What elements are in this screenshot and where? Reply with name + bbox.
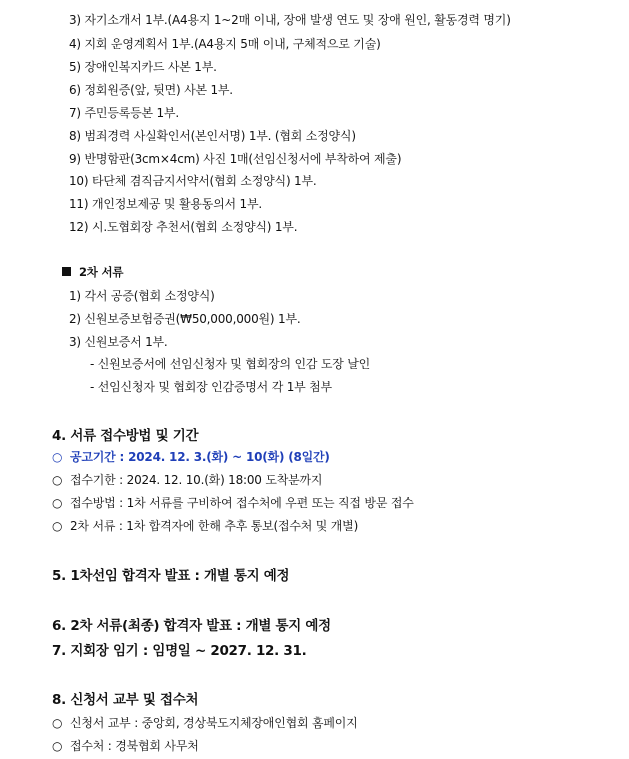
- circle-bullet-icon: ○: [52, 450, 63, 464]
- doc-item-9: 9) 반명함판(3cm×4cm) 사진 1매(선임신청서에 부착하여 제출): [69, 152, 402, 166]
- circle-bullet-icon: ○: [52, 739, 63, 753]
- reception-office: ○ 접수처 : 경북협회 사무처: [52, 739, 199, 753]
- section-4-title: 4. 서류 접수방법 및 기간: [52, 428, 199, 444]
- doc-item-10: 10) 타단체 겸직금지서약서(협회 소정양식) 1부.: [69, 174, 317, 188]
- doc-item-3: 3) 자기소개서 1부.(A4용지 1~2매 이내, 장애 발생 연도 및 장애 원인, 활동경력 명기): [69, 13, 511, 27]
- application-distribution: ○ 신청서 교부 : 중앙회, 경상북도지체장애인협회 홈페이지: [52, 716, 358, 730]
- circle-bullet-icon: ○: [52, 496, 63, 510]
- second-doc-note-2: - 선임신청자 및 협회장 인감증명서 각 1부 첨부: [90, 380, 332, 394]
- notice-period: ○ 공고기간 : 2024. 12. 3.(화) ~ 10(화) (8일간): [52, 450, 330, 464]
- doc-item-12: 12) 시.도협회장 추천서(협회 소정양식) 1부.: [69, 220, 298, 234]
- circle-bullet-icon: ○: [52, 519, 63, 533]
- doc-item-8: 8) 범죄경력 사실확인서(본인서명) 1부. (협회 소정양식): [69, 129, 356, 143]
- circle-bullet-icon: ○: [52, 473, 63, 487]
- section-5-title: 5. 1차선임 합격자 발표 : 개별 통지 예정: [52, 568, 290, 584]
- second-doc-item-1: 1) 각서 공증(협회 소정양식): [69, 289, 215, 303]
- section-7-title: 7. 지회장 임기 : 임명일 ~ 2027. 12. 31.: [52, 643, 307, 659]
- second-docs-notice: ○ 2차 서류 : 1차 합격자에 한해 추후 통보(접수처 및 개별): [52, 519, 359, 533]
- second-doc-item-2: 2) 신원보증보험증권(₩50,000,000원) 1부.: [69, 312, 301, 326]
- section-6-title: 6. 2차 서류(최종) 합격자 발표 : 개별 통지 예정: [52, 618, 331, 634]
- second-doc-note-1: - 신원보증서에 선임신청자 및 협회장의 인감 도장 날인: [90, 357, 371, 371]
- circle-bullet-icon: ○: [52, 716, 63, 730]
- doc-item-11: 11) 개인정보제공 및 활용동의서 1부.: [69, 197, 262, 211]
- doc-item-7: 7) 주민등록등본 1부.: [69, 106, 179, 120]
- deadline: ○ 접수기한 : 2024. 12. 10.(화) 18:00 도착분까지: [52, 473, 323, 487]
- doc-item-6: 6) 정회원증(앞, 뒷면) 사본 1부.: [69, 83, 233, 97]
- second-docs-heading: 2차 서류: [62, 264, 123, 280]
- second-doc-item-3: 3) 신원보증서 1부.: [69, 335, 168, 349]
- section-8-title: 8. 신청서 교부 및 접수처: [52, 692, 199, 708]
- square-bullet-icon: [62, 267, 71, 276]
- submission-method: ○ 접수방법 : 1차 서류를 구비하여 접수처에 우편 또는 직접 방문 접수: [52, 496, 414, 510]
- doc-item-5: 5) 장애인복지카드 사본 1부.: [69, 60, 217, 74]
- doc-item-4: 4) 지회 운영계획서 1부.(A4용지 5매 이내, 구체적으로 기술): [69, 37, 381, 51]
